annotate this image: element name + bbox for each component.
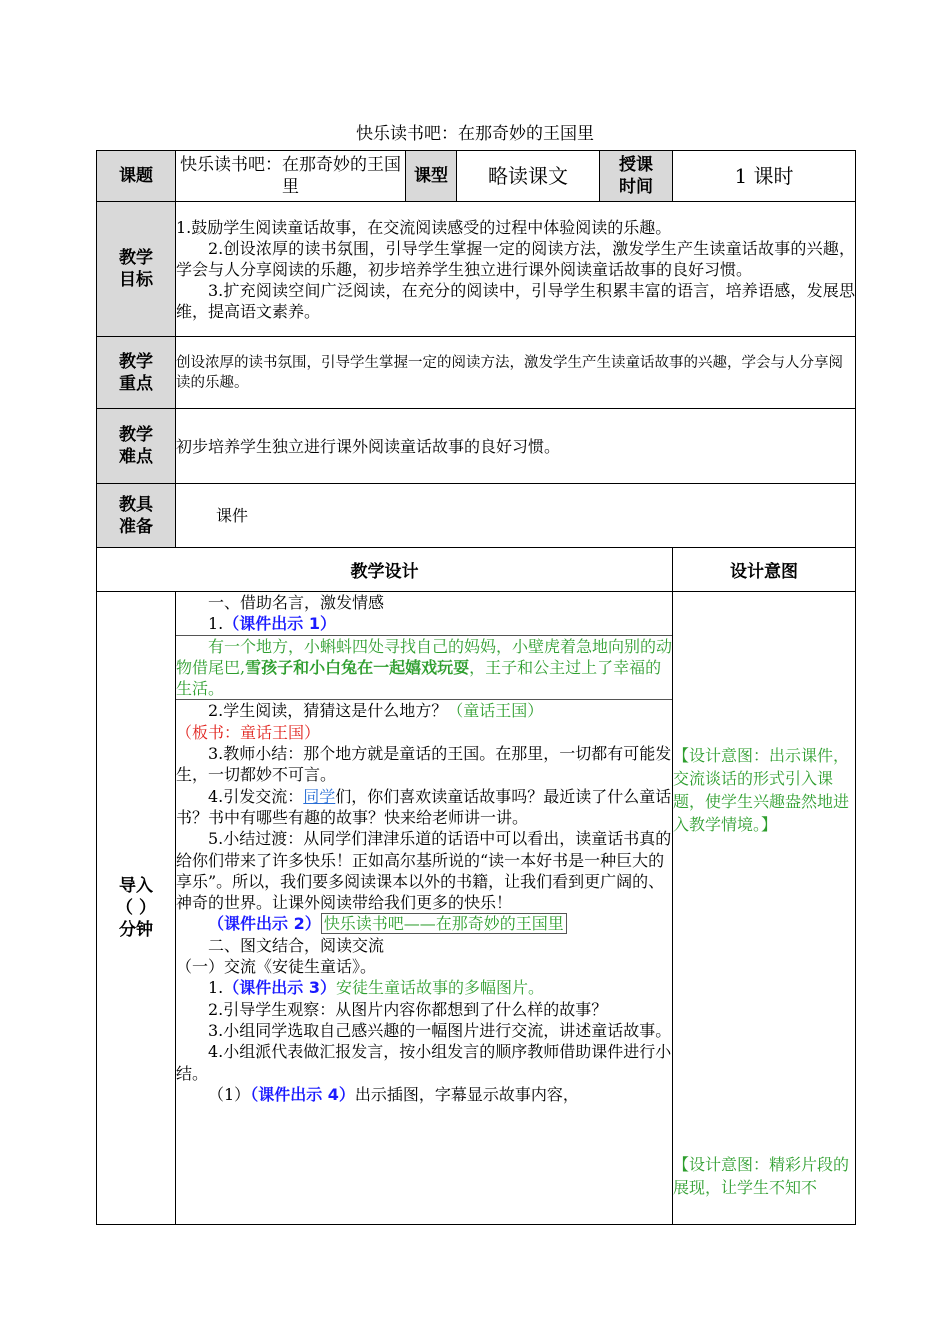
objective-item-2: 2.创设浓厚的读书氛围，引导学生掌握一定的阅读方法，激发学生产生读童话故事的兴趣，学会与人分享阅读的乐趣，初步培养学生独立进行课外阅读童话故事的良好习惯。 (176, 238, 855, 279)
title-box: 快乐读书吧——在那奇妙的王国里 (321, 913, 567, 934)
design-header-row (97, 548, 856, 592)
topic-label: 课题 (97, 151, 176, 202)
section-1-title: 一、借助名言，激发情感 (208, 593, 385, 612)
sub-step-5 (176, 1084, 672, 1105)
materials-label: 教具准备 (97, 484, 176, 548)
time-label: 授课时间 (600, 151, 673, 202)
quote-part-c: ，王子和公主过上了幸福的生活。 (176, 657, 662, 699)
step-4-text-b: 们，你们喜欢读童话故事吗？最近读了什么童话书？书中有哪些有趣的故事？快来给老师讲一讲。 (176, 786, 672, 827)
type-label: 课型 (406, 151, 457, 202)
time-value: 1 课时 (673, 151, 856, 202)
step-4-text-a: 4.引发交流： (208, 786, 304, 806)
quote-part-b: 雪孩子和小白兔在一起嬉戏玩耍 (245, 657, 470, 677)
sub-step-3: 3.小组同学选取自己感兴趣的一幅图片进行交流，讲述童话故事。 (208, 1020, 672, 1040)
sub-step-1-green: 安徒生童话故事的多幅图片。 (335, 978, 544, 998)
design-intent-2: 【设计意图：精彩片段的展现，让学生不知不 (673, 1155, 850, 1197)
design-header: 教学设计 (97, 548, 673, 592)
objectives-row (97, 202, 856, 337)
quote-part-a: 有一个地方，小蝌蚪四处寻找自己的妈妈，小壁虎着急地向别的动物借尾巴, (176, 636, 673, 677)
intro-intent-content (673, 592, 856, 1225)
courseware-tag-3: （课件出示 3） (223, 978, 336, 998)
intent-header: 设计意图 (673, 548, 856, 592)
sub-step-5-text: 出示插图，字幕显示故事内容， (354, 1084, 579, 1104)
classmates-link[interactable]: 同学 (303, 786, 336, 806)
step-1-num: 1. (208, 614, 224, 634)
sub-step-2: 2.引导学生观察：从图片内容你都想到了什么样的故事？ (208, 999, 608, 1019)
step-4 (176, 786, 672, 829)
document-title: 快乐读书吧：在那奇妙的王国里 (356, 124, 594, 144)
subsection-1-title: （一）交流《安徒生童话》。 (176, 957, 377, 977)
key-points-label: 教学重点 (97, 337, 176, 409)
objective-item-1: 1.鼓励学生阅读童话故事，在交流阅读感受的过程中体验阅读的乐趣。 (176, 217, 672, 237)
objectives-label: 教学目标 (97, 202, 176, 337)
objective-item-3: 3.扩充阅读空间广泛阅读，在充分的阅读中，引导学生积累丰富的语言，培养语感，发展思维，提高语文素养。 (176, 280, 855, 321)
step-3: 3.教师小结：那个地方就是童话的王国。在那里，一切都有可能发生，一切都妙不可言。 (176, 744, 672, 785)
design-intent-1: 【设计意图：出示课件，交流谈话的形式引入课题，使学生兴趣盎然地进入教学情境。】 (673, 746, 850, 834)
step-2-board: （板书：童话王国） (176, 722, 321, 742)
step-2-answer: （童话王国） (447, 701, 544, 721)
courseware-tag-1: （课件出示 1） (223, 614, 336, 634)
intro-design-content (176, 592, 673, 1225)
step-2-text: 2.学生阅读，猜猜这是什么地方？ (208, 701, 448, 721)
intro-row (97, 592, 856, 1225)
difficulties-text: 初步培养学生独立进行课外阅读童话故事的良好习惯。 (176, 409, 856, 484)
type-value: 略读课文 (457, 151, 600, 202)
quote-box (175, 635, 673, 701)
sub-step-5-num: （1） (208, 1084, 251, 1104)
step-2 (176, 700, 672, 743)
topic-value: 快乐读书吧：在那奇妙的王国里 (176, 151, 406, 202)
key-points-text: 创设浓厚的读书氛围，引导学生掌握一定的阅读方法，激发学生产生读童话故事的兴趣，学会与人分享阅读的乐趣。 (176, 337, 856, 409)
header-row (97, 151, 856, 202)
objectives-content (176, 202, 856, 337)
difficulties-row (97, 409, 856, 484)
courseware-tag-4: （课件出示 4） (250, 1084, 355, 1104)
materials-row (97, 484, 856, 548)
difficulties-label: 教学难点 (97, 409, 176, 484)
sub-step-1-num: 1. (208, 978, 224, 998)
materials-text: 课件 (176, 484, 856, 548)
sub-step-1 (176, 977, 672, 998)
section-2-title: 二、图文结合，阅读交流 (208, 935, 385, 955)
step-1 (176, 613, 672, 634)
step-5: 5.小结过渡：从同学们津津乐道的话语中可以看出，读童话书真的给你们带来了许多快乐！正如高尔基所说的“读一本好书是一种巨大的享乐”。所以，我们要多阅读课本以外的书籍，让我们看到更广阔的、神奇的世界。让课外阅读带给我们更多的快乐！ (176, 829, 672, 913)
lesson-plan-table (96, 150, 856, 1225)
sub-step-4: 4.小组派代表做汇报发言，按小组发言的顺序教师借助课件进行小结。 (176, 1042, 672, 1083)
step-6 (176, 913, 672, 934)
courseware-tag-2: （课件出示 2） (208, 914, 321, 934)
key-points-row (97, 337, 856, 409)
intro-label: 导入（ ）分钟 (97, 592, 176, 1225)
